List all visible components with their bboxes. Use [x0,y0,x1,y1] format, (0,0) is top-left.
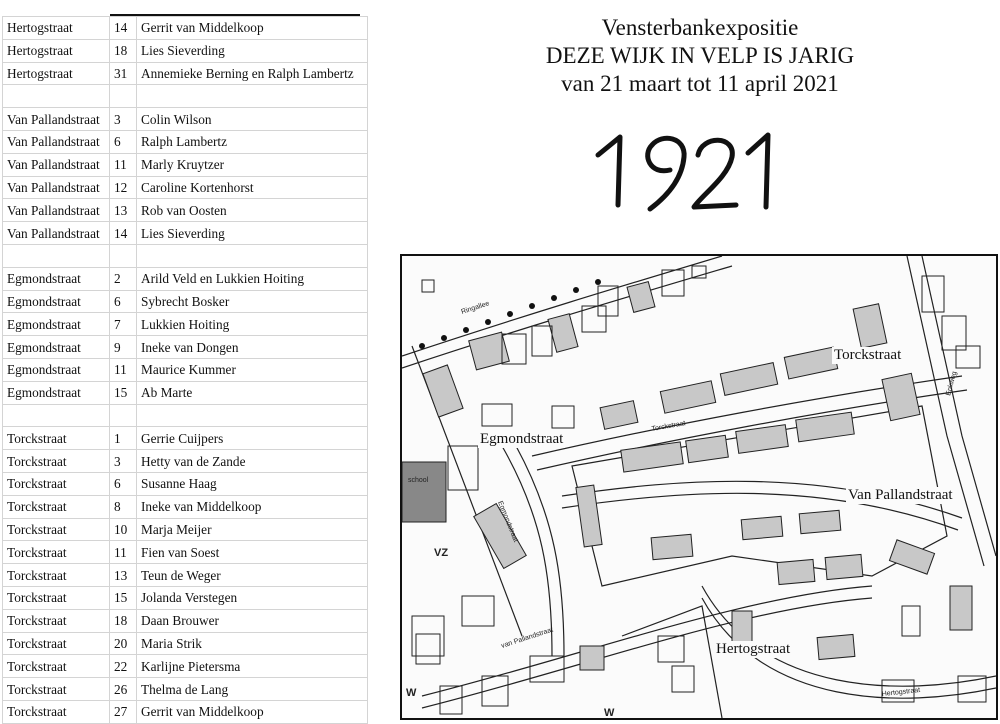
house-number-cell: 10 [110,518,137,541]
street-cell [3,244,110,267]
map-text-van-pallandstraat: van Pallandstraat [500,626,555,650]
house-number-cell: 14 [110,17,137,40]
street-cell: Egmondstraat [3,336,110,359]
digit-2-stroke [694,140,736,207]
resident-name-cell: Annemieke Berning en Ralph Lambertz [137,62,368,85]
house-number-cell: 12 [110,176,137,199]
street-cell [3,404,110,427]
street-cell: Van Pallandstraat [3,176,110,199]
table-row [3,609,368,632]
table-row [3,313,368,336]
map-text-torckstraat: Torckstraat [651,420,687,433]
street-cell: Van Pallandstraat [3,108,110,131]
digit-1-stroke [598,137,620,205]
resident-name-cell: Daan Brouwer [137,609,368,632]
digit-1b-stroke [748,135,768,207]
table-row [3,381,368,404]
resident-name-cell: Rob van Oosten [137,199,368,222]
table-row [3,586,368,609]
house-number-cell: 18 [110,39,137,62]
map-label-torckstraat: Torckstraat [834,347,902,363]
exhibition-heading [400,14,1000,98]
street-cell: Torckstraat [3,518,110,541]
street-cell: Hertogstraat [3,17,110,40]
table-row [3,17,368,40]
street-cell: Torckstraat [3,678,110,701]
houses-highlighted [423,282,972,670]
table-row [3,244,368,267]
table-row [3,290,368,313]
resident-name-cell [137,244,368,267]
map-label-van-pallandstraat: Van Pallandstraat [848,487,953,503]
resident-name-cell: Lies Sieverding [137,39,368,62]
table-row [3,541,368,564]
resident-name-cell: Teun de Weger [137,564,368,587]
street-cell: Torckstraat [3,427,110,450]
enkweg-road [922,256,996,556]
table-row [3,472,368,495]
street-cell: Torckstraat [3,632,110,655]
street-cell: Torckstraat [3,541,110,564]
heading-line-1: Vensterbankexpositie [601,15,799,40]
house-number-cell: 7 [110,313,137,336]
neighbourhood-map [400,254,998,720]
residents-table-wrap [2,14,368,724]
resident-name-cell: Gerrit van Middelkoop [137,17,368,40]
house-number-cell: 18 [110,609,137,632]
table-row [3,632,368,655]
map-text-w-bottom: W [604,707,615,718]
house-number-cell: 20 [110,632,137,655]
house-number-cell: 6 [110,472,137,495]
digit-9-stroke [648,138,684,209]
house-number-cell: 8 [110,495,137,518]
map-label-hertogstraat: Hertogstraat [716,641,791,657]
house-number-cell: 6 [110,290,137,313]
house-number-cell: 6 [110,130,137,153]
house-number-cell: 11 [110,358,137,381]
street-cell: Van Pallandstraat [3,153,110,176]
street-cell: Torckstraat [3,472,110,495]
house-number-cell: 13 [110,564,137,587]
house-number-cell: 26 [110,678,137,701]
year-1921-logo [590,125,790,220]
resident-name-cell: Ralph Lambertz [137,130,368,153]
table-row [3,564,368,587]
table-row [3,267,368,290]
house-number-cell: 27 [110,700,137,723]
heading-line-2: DEZE WIJK IN VELP IS JARIG [545,43,855,68]
table-row [3,62,368,85]
street-cell: Van Pallandstraat [3,130,110,153]
school-building [402,462,446,522]
map-text-enkweg: Enkweg [945,370,959,397]
table-row [3,427,368,450]
resident-name-cell: Karlijne Pietersma [137,655,368,678]
street-cell: Egmondstraat [3,267,110,290]
street-cell: Van Pallandstraat [3,222,110,245]
house-number-cell: 15 [110,586,137,609]
house-number-cell: 1 [110,427,137,450]
street-cell: Egmondstraat [3,290,110,313]
table-row [3,176,368,199]
house-number-cell: 13 [110,199,137,222]
street-cell: Torckstraat [3,609,110,632]
street-cell: Egmondstraat [3,313,110,336]
house-number-cell: 3 [110,450,137,473]
resident-name-cell: Marja Meijer [137,518,368,541]
resident-name-cell: Susanne Haag [137,472,368,495]
table-row [3,450,368,473]
table-row [3,336,368,359]
street-cell: Egmondstraat [3,358,110,381]
table-row [3,153,368,176]
map-text-w-left: W [406,687,417,699]
house-number-cell: 31 [110,62,137,85]
map-label-egmondstraat: Egmondstraat [480,431,564,447]
map-text-school: school [408,477,429,484]
house-number-cell: 14 [110,222,137,245]
house-number-cell: 15 [110,381,137,404]
table-row [3,678,368,701]
resident-name-cell: Lukkien Hoiting [137,313,368,336]
resident-name-cell [137,85,368,108]
resident-name-cell: Jolanda Verstegen [137,586,368,609]
house-number-cell: 11 [110,153,137,176]
resident-name-cell: Ineke van Middelkoop [137,495,368,518]
street-cell: Egmondstraat [3,381,110,404]
street-cell: Hertogstraat [3,62,110,85]
street-cell: Torckstraat [3,586,110,609]
resident-name-cell: Hetty van de Zande [137,450,368,473]
table-row [3,39,368,62]
house-number-cell: 22 [110,655,137,678]
table-row [3,404,368,427]
table-row [3,495,368,518]
table-row [3,518,368,541]
resident-name-cell [137,404,368,427]
table-row [3,358,368,381]
house-number-cell: 3 [110,108,137,131]
resident-name-cell: Ineke van Dongen [137,336,368,359]
resident-name-cell: Gerrit van Middelkoop [137,700,368,723]
residents-table-body [3,17,368,724]
street-cell: Torckstraat [3,700,110,723]
house-number-cell: 9 [110,336,137,359]
table-row [3,700,368,723]
street-cell [3,85,110,108]
resident-name-cell: Maria Strik [137,632,368,655]
resident-name-cell: Ab Marte [137,381,368,404]
resident-name-cell: Thelma de Lang [137,678,368,701]
table-row [3,222,368,245]
street-cell: Torckstraat [3,450,110,473]
map-text-ringallee: Ringallee [460,300,491,316]
house-number-cell [110,404,137,427]
resident-name-cell: Caroline Kortenhorst [137,176,368,199]
map-text-vz: VZ [434,547,449,559]
table-top-rule [110,14,360,16]
map-text-hertogstraat: Hertogstraat [881,686,921,698]
year-1921-handwritten-svg [590,125,790,220]
resident-name-cell: Colin Wilson [137,108,368,131]
street-cell: Torckstraat [3,655,110,678]
street-cell: Hertogstraat [3,39,110,62]
table-row [3,108,368,131]
house-number-cell: 11 [110,541,137,564]
resident-name-cell: Marly Kruytzer [137,153,368,176]
street-cell: Torckstraat [3,495,110,518]
resident-name-cell: Fien van Soest [137,541,368,564]
resident-name-cell: Gerrie Cuijpers [137,427,368,450]
map-text-egmondstraat: Egmondstraat [496,500,519,544]
resident-name-cell: Lies Sieverding [137,222,368,245]
table-row [3,199,368,222]
residents-table [2,16,368,724]
table-row [3,85,368,108]
house-number-cell [110,85,137,108]
table-row [3,130,368,153]
street-cell: Van Pallandstraat [3,199,110,222]
lower-pallandstraat-road [422,586,872,696]
resident-name-cell: Maurice Kummer [137,358,368,381]
resident-name-cell: Arild Veld en Lukkien Hoiting [137,267,368,290]
street-cell: Torckstraat [3,564,110,587]
heading-line-3: van 21 maart tot 11 april 2021 [561,71,839,96]
house-number-cell: 2 [110,267,137,290]
house-number-cell [110,244,137,267]
resident-name-cell: Sybrecht Bosker [137,290,368,313]
lower-pallandstraat-road-edge [422,598,872,708]
table-row [3,655,368,678]
